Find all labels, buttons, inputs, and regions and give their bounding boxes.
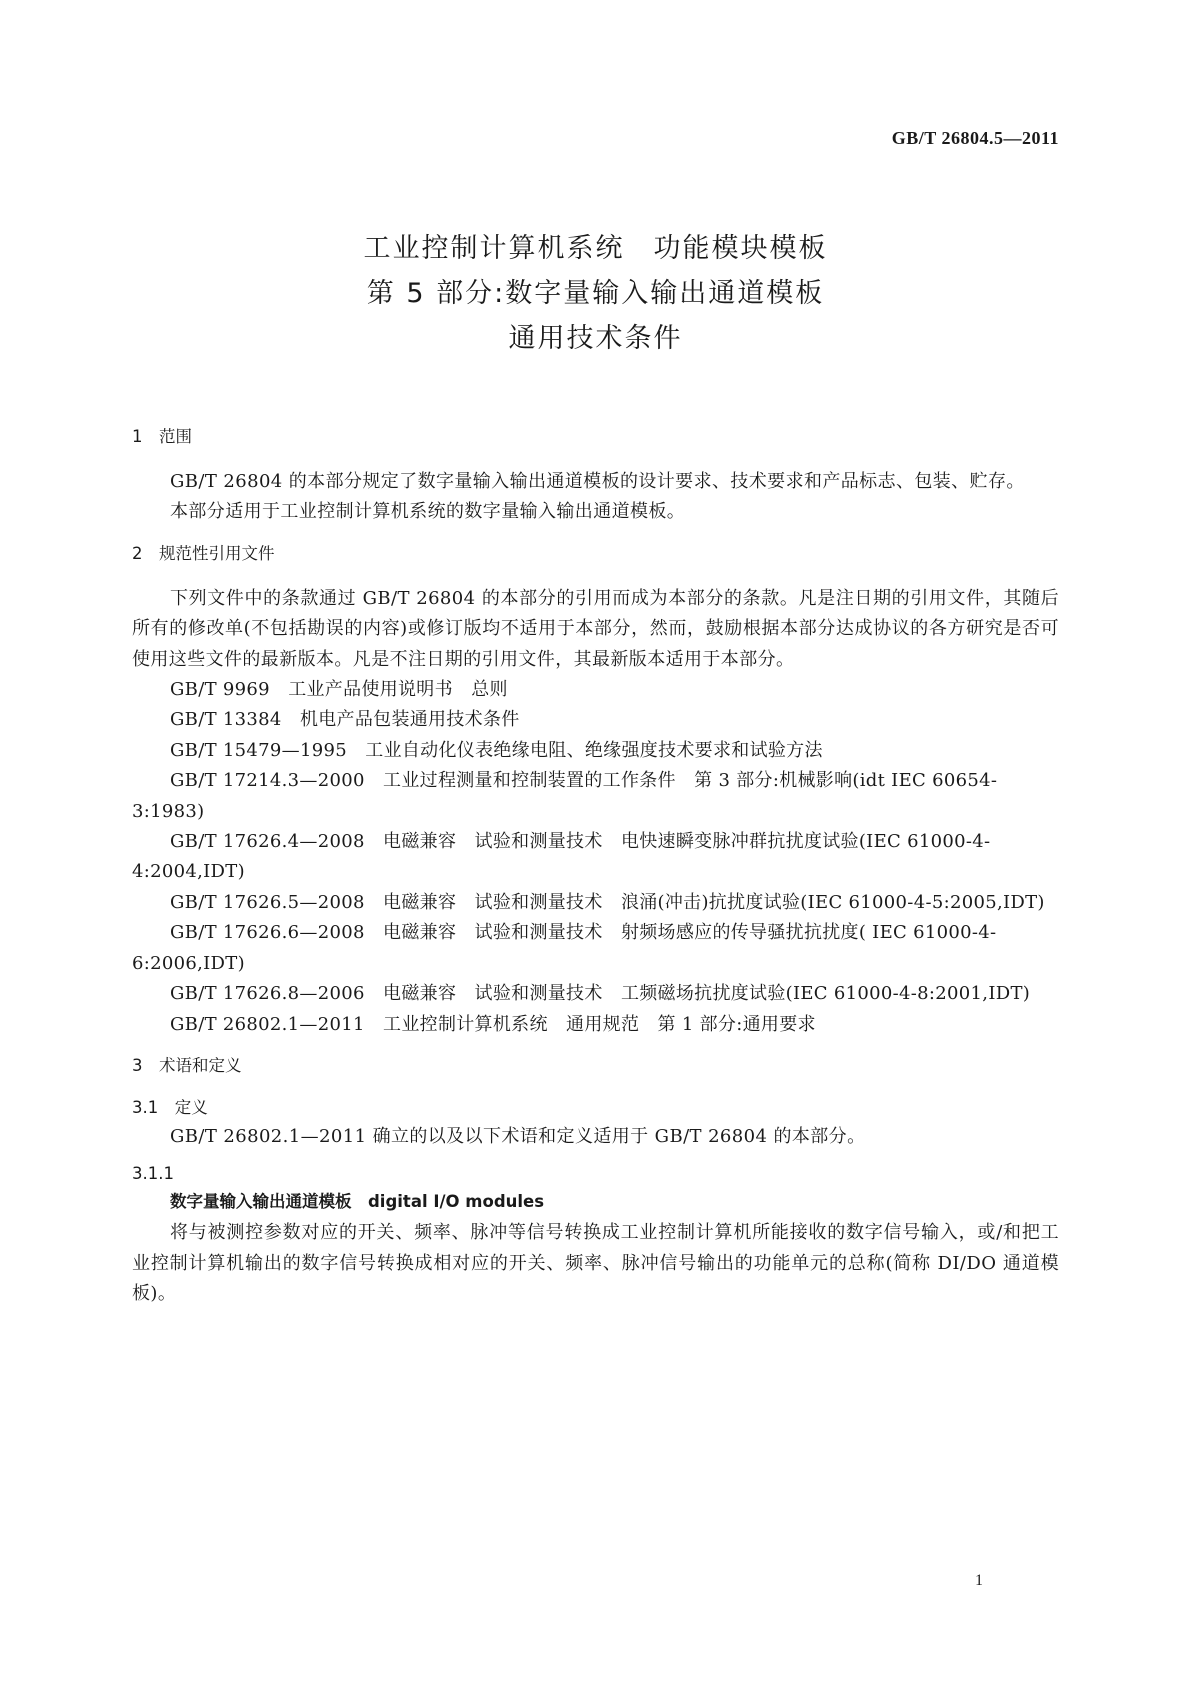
section-heading-normative-references: 2 规范性引用文件 (132, 543, 275, 563)
paragraph: GB/T 26802.1—2011 确立的以及以下术语和定义适用于 GB/T 26804 的本部分。 (170, 1125, 866, 1147)
reference-item: GB/T 17626.5—2008 电磁兼容 试验和测量技术 浪涌(冲击)抗扰度试验(IEC 61000-4-5:2005,IDT) (170, 891, 1045, 913)
reference-item: GB/T 17626.6—2008 电磁兼容 试验和测量技术 射频场感应的传导骚扰抗扰度( IEC 61000-4-6:2006,IDT) (132, 922, 997, 974)
subsection-heading-definitions: 3.1 定义 (132, 1097, 208, 1117)
section-heading-scope: 1 范围 (132, 427, 192, 446)
document-body (132, 425, 1059, 1310)
reference-item: GB/T 17626.4—2008 电磁兼容 试验和测量技术 电快速瞬变脉冲群抗扰度试验(IEC 61000-4-4:2004,IDT) (132, 831, 991, 883)
reference-item: GB/T 26802.1—2011 工业控制计算机系统 通用规范 第 1 部分:通用要求 (170, 1013, 816, 1035)
reference-item: GB/T 17626.8—2006 电磁兼容 试验和测量技术 工频磁场抗扰度试验(IEC 61000-4-8:2001,IDT) (170, 983, 1031, 1005)
paragraph: 本部分适用于工业控制计算机系统的数字量输入输出通道模板。 (170, 501, 686, 523)
reference-item: GB/T 17214.3—2000 工业过程测量和控制装置的工作条件 第 3 部分:机械影响(idt IEC 60654-3:1983) (132, 770, 998, 822)
paragraph: GB/T 26804 的本部分规定了数字量输入输出通道模板的设计要求、技术要求和产品标志、包装、贮存。 (170, 471, 1025, 492)
standard-code: GB/T 26804.5—2011 (891, 128, 1059, 148)
reference-item: GB/T 13384 机电产品包装通用技术条件 (170, 709, 520, 731)
term-title: 数字量输入输出通道模板 digital I/O modules (170, 1192, 545, 1212)
title-line-3: 通用技术条件 (508, 323, 683, 354)
term-definition: 将与被测控参数对应的开关、频率、脉冲等信号转换成工业控制计算机所能接收的数字信号输入，或/和把工业控制计算机输出的数字信号转换成相对应的开关、频率、脉冲信号输出的功能单元的总称(简称 DI/DO 通道模板)。 (132, 1222, 1059, 1305)
reference-item: GB/T 9969 工业产品使用说明书 总则 (170, 679, 508, 701)
paragraph: 下列文件中的条款通过 GB/T 26804 的本部分的引用而成为本部分的条款。凡是注日期的引用文件，其随后所有的修改单(不包括勘误的内容)或修订版均不适用于本部分，然而，鼓励根据本部分达成协议的各方研究是否可使用这些文件的最新版本。凡是不注日期的引用文件，其最新版本适用于本部分。 (132, 587, 1059, 670)
page-number: 1 (975, 1572, 983, 1589)
document-title (0, 226, 1191, 361)
title-line-1: 工业控制计算机系统 功能模块模板 (363, 233, 828, 264)
section-heading-terms: 3 术语和定义 (132, 1055, 242, 1075)
reference-item: GB/T 15479—1995 工业自动化仪表绝缘电阻、绝缘强度技术要求和试验方法 (170, 739, 823, 761)
term-number: 3.1.1 (132, 1164, 174, 1184)
title-line-2: 第 5 部分:数字量输入输出通道模板 (366, 278, 825, 309)
